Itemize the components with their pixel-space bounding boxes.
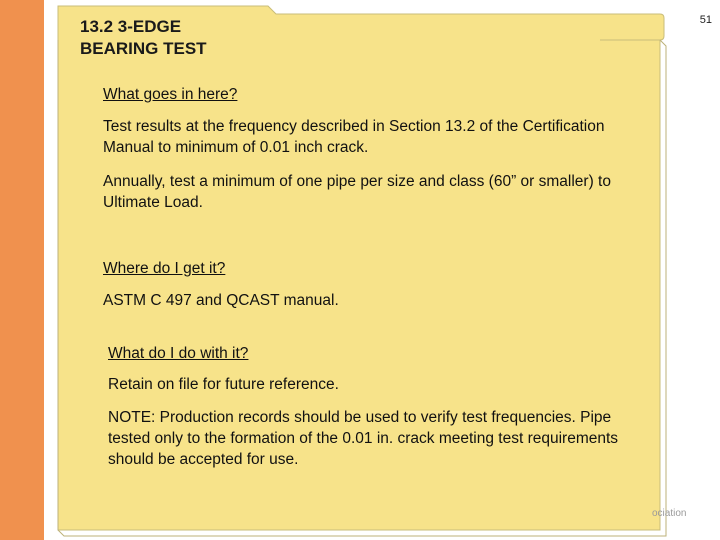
paragraph-annual-test: Annually, test a minimum of one pipe per size and class (60” or smaller) to Ultimate Load. <box>103 173 611 211</box>
paragraph-note: NOTE: Production records should be used to verify test frequencies. Pipe tested only to the formation of the 0.01 in. crack meeting test requirements should be accepted for use. <box>108 409 619 468</box>
page-number: 51 <box>699 14 712 26</box>
paragraph-test-results: Test results at the frequency described in Section 13.2 of the Certification Manual to minimum of 0.01 inch crack. <box>103 118 605 156</box>
section-heading-where: Where do I get it? <box>103 260 226 277</box>
section-heading-what-do: What do I do with it? <box>108 345 249 362</box>
paragraph-retain: Retain on file for future reference. <box>108 376 339 393</box>
footer-logo-fragment: ociation <box>652 508 687 519</box>
section-heading-what-goes: What goes in here? <box>103 86 238 103</box>
slide-title: 13.2 3-EDGE BEARING TEST <box>80 17 207 58</box>
paragraph-astm: ASTM C 497 and QCAST manual. <box>103 292 339 309</box>
